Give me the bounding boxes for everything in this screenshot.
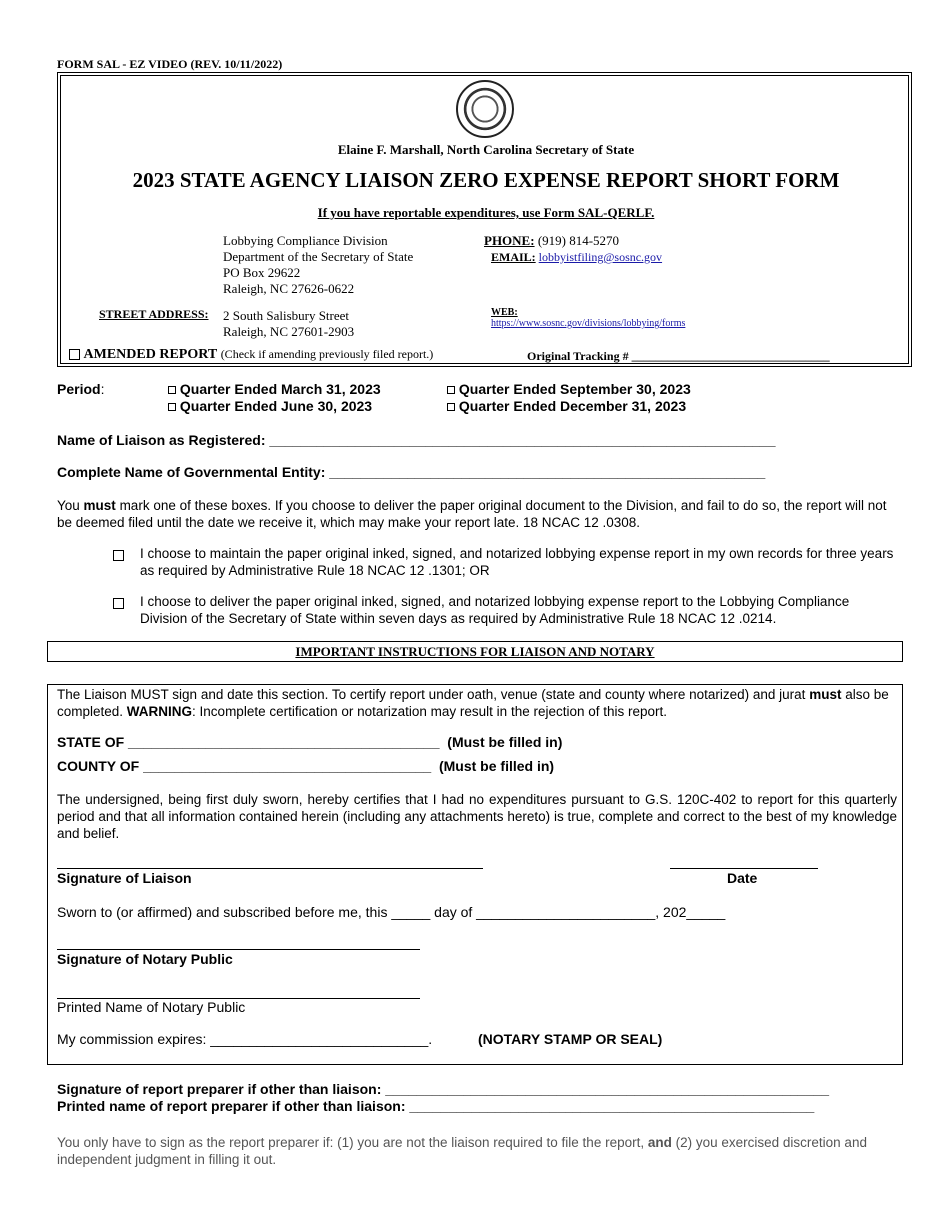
period-label: Period: xyxy=(57,381,105,397)
state-input[interactable]: ________________________________________ xyxy=(128,734,440,750)
oath-paragraph: The undersigned, being first duly sworn, hereby certifies that I had no expenditures pursuant to G.S. 120C-402 to report for this quarterly period and that all information contained herein (including any attachments hereto) is true, complete and correct to the best of my knowledge and belief. xyxy=(57,792,897,841)
choice-checkbox-maintain[interactable] xyxy=(113,547,133,565)
email-link[interactable]: lobbyistfiling@sosnc.gov xyxy=(538,250,663,264)
preparer-footnote: You only have to sign as the report preparer if: (1) you are not the liaison required to file the report, and (2) you exercised discretion and independent judgment in filling it out. xyxy=(57,1135,867,1167)
page-title: 2023 STATE AGENCY LIAISON ZERO EXPENSE REPORT SHORT FORM xyxy=(132,168,840,192)
instructions-heading: IMPORTANT INSTRUCTIONS FOR LIAISON AND NOTARY xyxy=(47,641,903,662)
period-option-q4[interactable]: Quarter Ended December 31, 2023 xyxy=(447,398,691,415)
notary-stamp-label: (NOTARY STAMP OR SEAL) xyxy=(478,1031,663,1047)
mailing-address: Lobbying Compliance Division Department of the Secretary of State PO Box 29622 Raleigh, NC 27626-0622 xyxy=(223,233,414,296)
period-option-q2[interactable]: Quarter Ended June 30, 2023 xyxy=(168,398,381,415)
liaison-signature-line[interactable] xyxy=(57,867,483,869)
alternate-form-note: If you have reportable expenditures, use Form SAL-QERLF. xyxy=(317,205,655,220)
sworn-statement: Sworn to (or affirmed) and subscribed before me, this _____ day of _______________________, 202_____ xyxy=(57,904,726,920)
tracking-input[interactable]: _________________________________ xyxy=(631,349,830,363)
choice-checkbox-deliver[interactable] xyxy=(113,595,133,613)
date-line[interactable] xyxy=(670,867,818,869)
amended-checkbox[interactable] xyxy=(69,349,80,360)
notary-signature-label: Signature of Notary Public xyxy=(57,951,233,967)
street-address-label: STREET ADDRESS: xyxy=(99,307,209,321)
commission-expires: My commission expires: ____________________________. xyxy=(57,1031,433,1047)
liaison-name-input[interactable]: _________________________________________________________________ xyxy=(269,432,776,448)
secretary-name: Elaine F. Marshall, North Carolina Secretary of State xyxy=(337,142,635,157)
preparer-signature-input[interactable]: _________________________________________________________ xyxy=(385,1081,830,1097)
phone-value: (919) 814-5270 xyxy=(537,233,620,248)
email-label: EMAIL: xyxy=(491,250,536,264)
liaison-signature-label: Signature of Liaison xyxy=(57,870,192,886)
web-link[interactable]: https://www.sosnc.gov/divisions/lobbying/forms xyxy=(491,318,686,329)
period-option-q1[interactable]: Quarter Ended March 31, 2023 xyxy=(168,381,381,398)
web xyxy=(491,307,685,329)
checkbox-icon xyxy=(447,386,455,394)
web-label: WEB: xyxy=(491,307,518,318)
liaison-name-field: Name of Liaison as Registered: _________________________________________________________________ xyxy=(57,432,776,448)
phone xyxy=(484,233,619,249)
period-options-right xyxy=(447,381,691,415)
preparer-signature-field: Signature of report preparer if other than liaison: _________________________________________________________ xyxy=(57,1081,830,1097)
notary-printed-name-label: Printed Name of Notary Public xyxy=(57,999,246,1015)
original-tracking: Original Tracking # _________________________________ xyxy=(527,349,830,363)
preparer-name-field: Printed name of report preparer if other than liaison: ____________________________________________________ xyxy=(57,1098,815,1114)
entity-name-field: Complete Name of Governmental Entity: ________________________________________________________ xyxy=(57,464,766,480)
county-input[interactable]: _____________________________________ xyxy=(143,758,432,774)
amended-label: AMENDED REPORT xyxy=(83,347,218,362)
state-seal-icon xyxy=(456,80,514,138)
choice-deliver: I choose to deliver the paper original inked, signed, and notarized lobbying expense report to the Lobbying Compliance Division of the Secretary of State within seven days as required by Administrative Rule 18 NCAC 12 .0214. xyxy=(140,594,850,626)
preparer-name-input[interactable]: ____________________________________________________ xyxy=(409,1098,815,1114)
state-of-field: STATE OF ________________________________________ (Must be filled in) xyxy=(57,734,563,750)
choice-maintain: I choose to maintain the paper original inked, signed, and notarized lobbying expense report in my own records for three years as required by Administrative Rule 18 NCAC 12 .1301; OR xyxy=(140,546,894,578)
phone-label: PHONE: xyxy=(484,233,535,248)
period-options-left xyxy=(168,381,381,415)
entity-name-input[interactable]: ________________________________________________________ xyxy=(329,464,766,480)
amended-note: (Check if amending previously filed report.) xyxy=(220,347,434,361)
date-label: Date xyxy=(727,870,758,886)
must-mark-paragraph: You must mark one of these boxes. If you choose to deliver the paper original document to the Division, and fail to do so, the report will not be deemed filed until the date we receive it, which may make your report late. 18 NCAC 12 .0308. xyxy=(57,498,887,530)
notary-signature-line[interactable] xyxy=(57,948,420,950)
certification-intro: The Liaison MUST sign and date this section. To certify report under oath, venue (state and county where notarized) and jurat must also be completed. WARNING: Incomplete certification or notarization may result in the rejection of this report. xyxy=(57,687,889,719)
period-option-q3[interactable]: Quarter Ended September 30, 2023 xyxy=(447,381,691,398)
email xyxy=(491,250,662,265)
checkbox-icon xyxy=(168,386,176,394)
checkbox-icon xyxy=(447,403,455,411)
street-address: 2 South Salisbury Street Raleigh, NC 27601-2903 xyxy=(223,308,355,339)
amended-report xyxy=(69,347,433,363)
form-number: FORM SAL - EZ VIDEO (REV. 10/11/2022) xyxy=(57,57,283,71)
county-of-field: COUNTY OF _____________________________________ (Must be filled in) xyxy=(57,758,555,774)
checkbox-icon xyxy=(168,403,176,411)
